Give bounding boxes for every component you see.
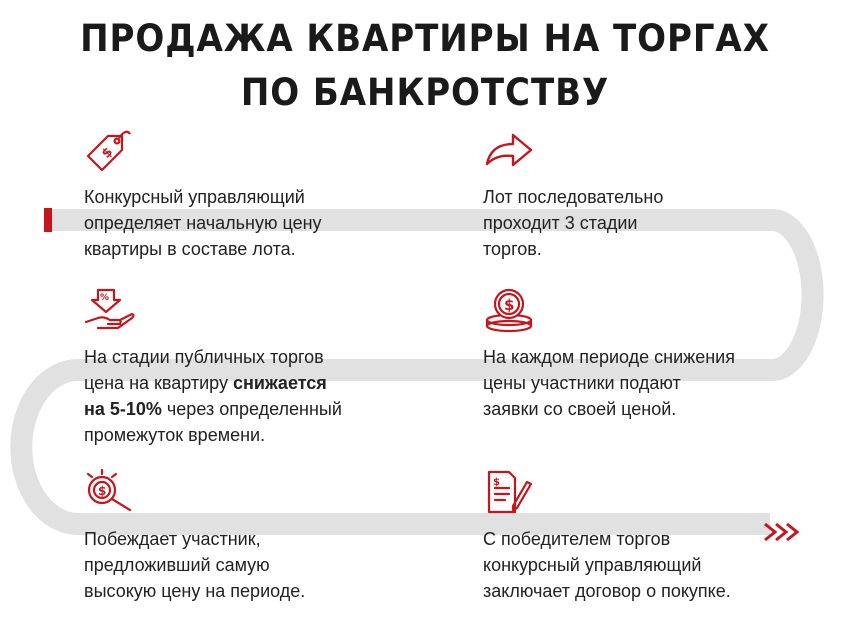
step-5-line-3: высокую цену на периоде.: [84, 581, 306, 601]
step-3-line-2: [84, 370, 414, 396]
step-2-text: [483, 184, 813, 262]
price-drop-hand-icon: [84, 286, 138, 336]
step-3-line-2-text: цена на квартиру: [84, 373, 233, 393]
step-3-emphasis-decrease: снижается: [233, 373, 327, 393]
contract-pen-icon: [483, 468, 537, 518]
step-3-line-1: На стадии публичных торгов: [84, 347, 324, 367]
forward-arrow-icon: [483, 126, 537, 176]
track-start-marker: [44, 208, 52, 232]
double-chevron-right-icon: [763, 520, 799, 544]
step-5-text: [84, 526, 414, 604]
step-1-text: [84, 184, 414, 262]
step-6-line-1: С победителем торгов: [483, 529, 671, 549]
step-3-line-3: [84, 396, 414, 422]
step-3-line-4: промежуток времени.: [84, 425, 266, 445]
price-tag-icon: [84, 126, 138, 176]
step-5: [84, 468, 414, 604]
svg-text:$: $: [98, 484, 107, 498]
step-6-line-3: заключает договор о покупке.: [483, 581, 731, 601]
step-1-line-2: определяет начальную цену: [84, 213, 322, 233]
svg-text:$: $: [504, 296, 515, 314]
magnifier-coin-icon: [84, 468, 138, 518]
step-4: [483, 286, 813, 422]
title-line-2: ПО БАНКРОТСТВУ: [240, 71, 610, 114]
step-3-line-3-text: через определенный: [161, 399, 342, 419]
step-4-line-3: заявки со своей ценой.: [483, 399, 677, 419]
step-3-text: [84, 344, 414, 448]
step-4-line-2: цены участники подают: [483, 373, 681, 393]
step-2: [483, 126, 813, 262]
step-3-emphasis-percent: на 5-10%: [84, 399, 162, 419]
step-4-text: [483, 344, 813, 422]
step-5-line-2: предложивший самую: [84, 555, 270, 575]
step-5-line-1: Побеждает участник,: [84, 529, 261, 549]
step-1-line-1: Конкурсный управляющий: [84, 187, 305, 207]
step-2-line-3: торгов.: [483, 239, 542, 259]
svg-text:$: $: [99, 144, 117, 162]
title-line-1: ПРОДАЖА КВАРТИРЫ НА ТОРГАХ: [80, 17, 770, 60]
step-2-line-2: проходит 3 стадии: [483, 213, 638, 233]
svg-text:%: %: [100, 293, 110, 303]
step-1-line-3: квартиры в составе лота.: [84, 239, 296, 259]
step-2-line-1: Лот последовательно: [483, 187, 664, 207]
step-4-line-1: На каждом периоде снижения: [483, 347, 735, 367]
step-1: [84, 126, 414, 262]
svg-text:$: $: [493, 477, 500, 488]
coin-stack-icon: [483, 286, 537, 336]
step-6-line-2: конкурсный управляющий: [483, 555, 702, 575]
step-3: [84, 286, 414, 448]
